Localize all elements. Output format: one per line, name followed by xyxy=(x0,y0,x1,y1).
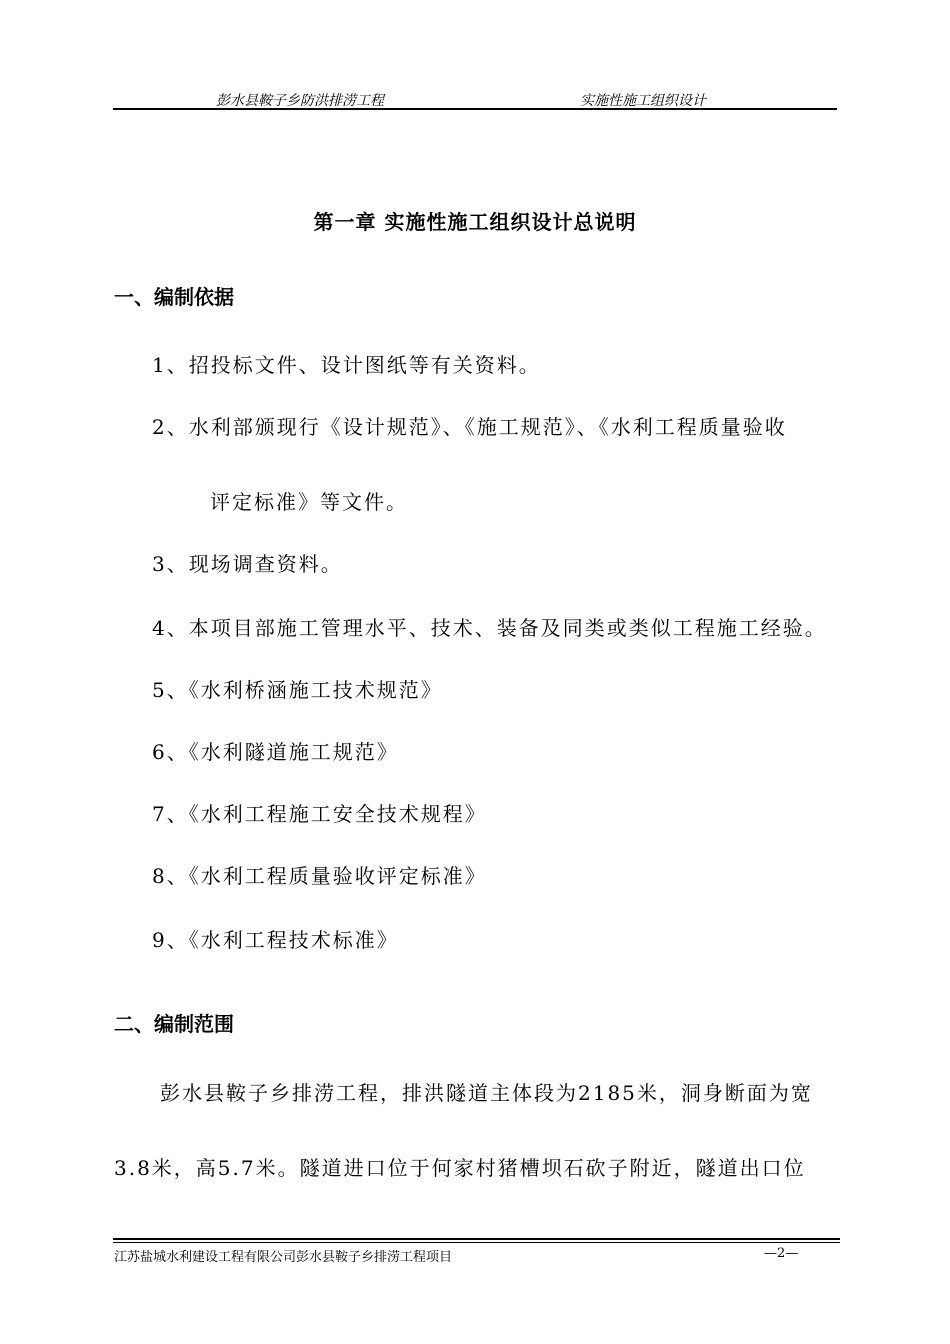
header-rule xyxy=(113,108,837,110)
basis-item-8: 8、《水利工程质量验收评定标准》 xyxy=(152,864,487,888)
basis-item-5: 5、《水利桥涵施工技术规范》 xyxy=(152,678,443,702)
header-project-name: 彭水县鞍子乡防洪排涝工程 xyxy=(216,93,384,109)
basis-item-6: 6、《水利隧道施工规范》 xyxy=(152,740,399,764)
basis-item-2-continuation: 评定标准》等文件。 xyxy=(210,490,408,514)
section-heading-scope: 二、编制范围 xyxy=(114,1012,234,1036)
basis-item-4: 4、本项目部施工管理水平、技术、装备及同类或类似工程施工经验。 xyxy=(152,616,827,640)
basis-item-7: 7、《水利工程施工安全技术规程》 xyxy=(152,802,487,826)
basis-item-9: 9、《水利工程技术标准》 xyxy=(152,928,399,952)
basis-item-1: 1、招投标文件、设计图纸等有关资料。 xyxy=(152,353,541,377)
footer-company: 江苏盐城水利建设工程有限公司彭水县鞍子乡排涝工程项目 xyxy=(114,1250,453,1265)
basis-item-3: 3、现场调查资料。 xyxy=(152,552,343,576)
header-document-type: 实施性施工组织设计 xyxy=(580,93,706,109)
footer-rule-thin xyxy=(113,1242,840,1243)
scope-paragraph-line-1: 彭水县鞍子乡排涝工程，排洪隧道主体段为2185米，洞身断面为宽 xyxy=(160,1081,813,1105)
basis-item-2: 2、水利部颁现行《设计规范》、《施工规范》、《水利工程质量验收 xyxy=(152,415,787,439)
scope-paragraph-line-2: 3.8米，高5.7米。隧道进口位于何家村猪槽坝石砍子附近，隧道出口位 xyxy=(114,1156,806,1180)
footer-rule-thick xyxy=(113,1238,840,1240)
section-heading-basis: 一、编制依据 xyxy=(114,285,234,309)
chapter-title: 第一章 实施性施工组织设计总说明 xyxy=(313,210,637,234)
footer-page-number: —2— xyxy=(764,1246,799,1261)
